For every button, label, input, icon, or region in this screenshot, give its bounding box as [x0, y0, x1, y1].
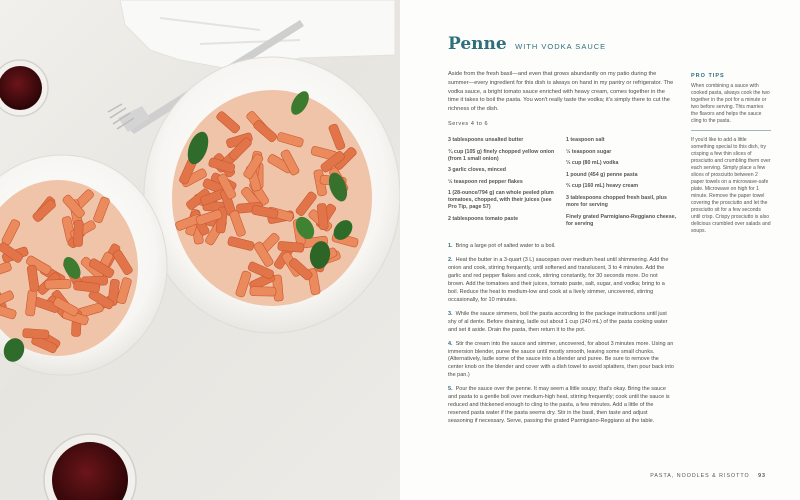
ingredient-item: ¾ cup (105 g) finely chopped yellow onion (from 1 small onion): [448, 148, 555, 162]
method-step: [448, 311, 674, 335]
step-number: 3.: [448, 310, 453, 317]
penne-piece: [250, 287, 276, 296]
ingredient-item: 2 tablespoons tomato paste: [448, 215, 519, 222]
pro-tips-heading: PRO TIPS: [691, 73, 725, 79]
ingredient-item: ½ teaspoon red pepper flakes: [448, 178, 523, 185]
tips-divider: [691, 130, 771, 131]
step-text: While the sauce simmers, boil the pasta according to the package instructions until just shy of al dente. Before draining, ladle out about 1 cup (240 mL) of the pasta cooking water and set it aside. Drain the pasta, then return it to the pot.: [448, 310, 668, 333]
recipe-title-subtitle: WITH VODKA SAUCE: [515, 42, 607, 51]
step-number: 1.: [448, 243, 453, 249]
ingredient-item: 1 pound (454 g) penne pasta: [566, 171, 638, 178]
pasta-bowl-icon: [144, 57, 400, 333]
penne-piece: [23, 328, 50, 339]
method-step: [448, 243, 674, 251]
method-step: [448, 341, 674, 381]
recipe-title-main: Penne: [448, 34, 507, 54]
section-name: PASTA, NOODLES & RISOTTO: [650, 473, 750, 479]
step-number: 4.: [448, 340, 453, 347]
method-steps: [448, 243, 674, 432]
wine-glass-icon: [44, 434, 136, 500]
wine-glass-icon: [0, 60, 48, 116]
ingredient-item: ⅓ cup (80 mL) vodka: [566, 160, 619, 167]
recipe-page: [400, 0, 800, 500]
pro-tip-text: If you'd like to add a little something special to this dish, try crisping a few thin slices of prosciutto and crumbling them over each serving. Simply place a few slices of prosciutto between 2 paper towels on a microwave-safe plate. Microwave on high for 1 minute. Remove the paper towel covering the prosciutto and let the prosciutto sit for a few seconds until crisp. Crispy prosciutto is also delicious crumbled over salads and soups.: [691, 137, 771, 234]
step-text: Pour the sauce over the penne. It may seem a little soupy; that's okay. Bring the sauce and pasta to a gentle boil over medium-high heat, stirring frequently; cook until the sauce is reduced and thickened enough to cling to the pasta, a few minutes. Add a little of the reserved pasta water if the pasta seems dry. Stir in the basil, then taste and adjust seasoning if necessary. Serve, passing the grated Parmigiano-Reggiano at the table.: [448, 386, 670, 424]
ingredient-item: 3 tablespoons chopped fresh basil, plus more for serving: [566, 194, 667, 208]
pro-tips-sidebar: [691, 73, 771, 239]
step-text: Heat the butter in a 3-quart (3 L) saucepan over medium heat until shimmering. Add the onion and cook, stirring frequently, until softened and translucent, 3 to 4 minutes. Add the garlic and red pepper flakes and cook, stirring constantly, for 30 seconds more. Do not brown. Add the tomatoes and their juices, tomato paste, salt, sugar, and vodka; bring to a boil. Reduce the heat to medium-low and cook at a lively simmer, uncovered, stirring occasionally, for 10 minutes.: [448, 257, 669, 303]
method-step: [448, 386, 674, 426]
ingredients-right-column: [566, 137, 678, 232]
ingredient-item: 3 garlic cloves, minced: [448, 167, 506, 174]
ingredient-item: 3 tablespoons unsalted butter: [448, 137, 524, 143]
method-step: [448, 257, 674, 304]
step-text: Stir the cream into the sauce and simmer, uncovered, for about 3 minutes more. Using an immersion blender, puree the sauce until mostly smooth, leaving some small chunks. (Alternatively, ladle some of the sauce into a blender and puree. Be sure to remove the center knob on the blender and cover with a dish towel to avoid splatters, then pour back into the pan.): [448, 340, 674, 379]
step-number: 5.: [448, 386, 453, 393]
ingredient-item: 1 teaspoon salt: [566, 137, 605, 143]
pasta-bowl-icon: [0, 155, 167, 375]
ingredient-item: 1 (28-ounce/794 g) can whole peeled plum tomatoes, chopped, with their juices (see Pro Tip, page 57): [448, 190, 554, 211]
recipe-intro: Aside from the fresh basil—and even that grows abundantly on my patio during the summer—every ingredient for this dish is always on hand in my pantry or refrigerator. The vodka sauce, a bright tomato sauce enriched with heavy cream, comes together in the time it takes to boil the pasta. You won't really taste the vodka; it's simply there to cut the richness of the dish.: [448, 71, 674, 113]
ingredient-item: ½ teaspoon sugar: [566, 148, 612, 155]
penne-piece: [278, 241, 305, 252]
penne-piece: [73, 220, 83, 246]
step-text: Bring a large pot of salted water to a boil.: [455, 243, 556, 249]
ingredient-item: Finely grated Parmigiano-Reggiano cheese, for serving: [566, 213, 677, 227]
recipe-title: [448, 34, 606, 54]
pro-tip-text: When combining a sauce with cooked pasta, always cook the two together in the pot for a minute or two before serving. This marries the flavors and helps the sauce cling to the pasta.: [691, 83, 770, 124]
serves-line: Serves 4 to 6: [448, 121, 489, 127]
page-footer: [650, 473, 766, 479]
page-number: 93: [758, 473, 766, 479]
step-number: 2.: [448, 257, 453, 264]
ingredient-item: ⅔ cup (160 mL) heavy cream: [566, 183, 639, 190]
penne-piece: [45, 279, 71, 289]
ingredients-left-column: [448, 137, 560, 228]
